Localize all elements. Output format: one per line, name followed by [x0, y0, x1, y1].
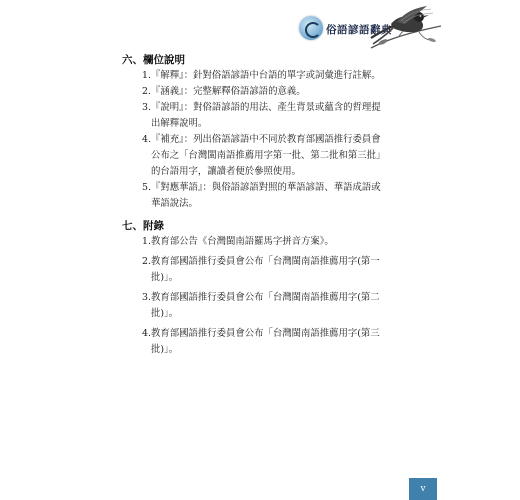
item-text: 教育部國語推行委員會公布「台灣閩南語推薦用字(第一 [151, 256, 380, 267]
header-logo [299, 8, 439, 54]
item-number: 2. [142, 86, 151, 97]
item-number: 5. [142, 182, 151, 193]
page-number-badge: v [409, 478, 437, 500]
document-content [122, 52, 422, 358]
list-item [122, 234, 422, 250]
item-number: 3. [142, 102, 151, 113]
item-number: 1. [142, 236, 151, 247]
list-item [122, 132, 422, 180]
list-item [122, 290, 422, 322]
item-text: 『對應華語』：與俗語諺語對照的華語諺語、華語成語或 [151, 182, 381, 193]
item-text: 華語說法。 [151, 198, 198, 209]
item-text: 教育部公告《台灣閩南語羅馬字拼音方案》。 [151, 236, 334, 247]
list-item [122, 254, 422, 286]
list-item [122, 68, 422, 84]
item-text: 批)」。 [151, 344, 179, 355]
item-text: 教育部國語推行委員會公布「台灣閩南語推薦用字(第三 [151, 328, 380, 339]
dictionary-logo-icon [299, 16, 323, 40]
list-item [122, 326, 422, 358]
list-item [122, 100, 422, 132]
item-text: 的台語用字，讓讀者便於參照使用。 [151, 166, 302, 177]
header-title: 俗語諺語辭典 [326, 24, 392, 36]
item-text: 『解釋』：針對俗語諺語中台語的單字或詞彙進行註解。 [151, 70, 381, 81]
item-number: 2. [142, 256, 151, 267]
item-text: 教育部國語推行委員會公布「台灣閩南語推薦用字(第二 [151, 292, 380, 303]
item-text: 出解釋說明。 [151, 118, 208, 129]
item-number: 3. [142, 292, 151, 303]
item-number: 1. [142, 70, 151, 81]
section-heading-appendix: 七、附錄 [122, 220, 164, 232]
item-text: 批)」。 [151, 272, 179, 283]
section-heading-field-description: 六、欄位說明 [122, 54, 185, 66]
item-text: 『說明』：對俗語諺語的用法、產生背景或蘊含的哲理提 [151, 102, 381, 113]
bird-illustration-icon [369, 4, 443, 50]
item-text: 公布之「台灣閩南語推薦用字第一批、第二批和第三批」 [151, 150, 386, 161]
item-number: 4. [142, 134, 151, 145]
item-text: 『補充』：列出俗語諺語中不同於教育部國語推行委員會 [151, 134, 381, 145]
item-text: 『涵義』：完整解釋俗語諺語的意義。 [151, 86, 306, 97]
list-item [122, 84, 422, 100]
item-text: 批)」。 [151, 308, 179, 319]
field-description-list [122, 68, 422, 212]
list-item [122, 180, 422, 212]
item-number: 4. [142, 328, 151, 339]
appendix-list [122, 234, 422, 358]
